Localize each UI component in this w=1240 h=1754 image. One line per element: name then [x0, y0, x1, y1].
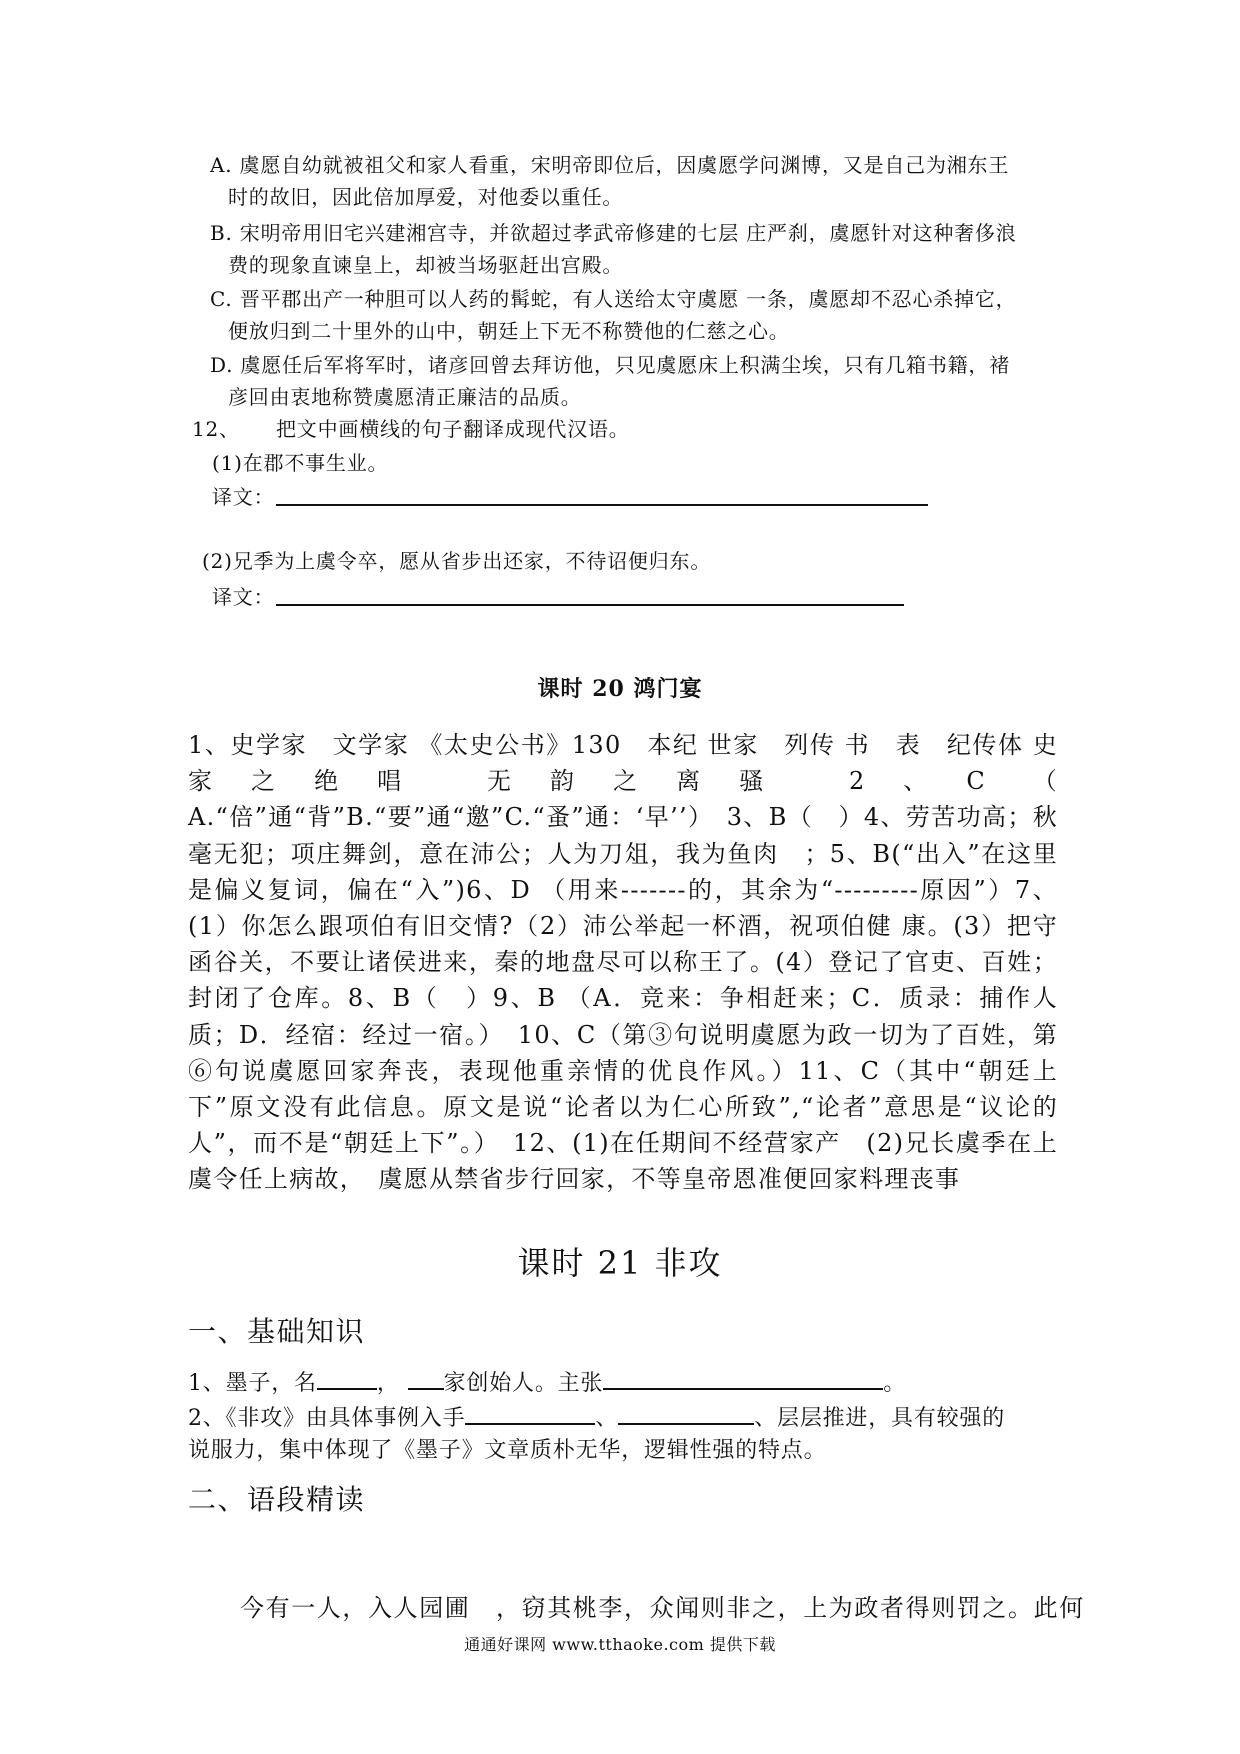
- option-c-line1: C. 晋平郡出产一种胆可以人药的髯蛇，有人送给太守虞愿 一条，虞愿却不忍心杀掉它，: [210, 287, 1017, 311]
- lesson-20-title: 课时 20 鸿门宴: [537, 676, 703, 702]
- question-2-line: [188, 1401, 1005, 1434]
- option-a-line1: A. 虞愿自幼就被祖父和家人看重，宋明帝即位后，因虞愿学问渊博，又是自己为湘东王: [210, 153, 1010, 177]
- blank-method-1[interactable]: [465, 1401, 595, 1425]
- question-2-text-a: 2、《非攻》由具体事例入手: [188, 1406, 466, 1431]
- question-2-text-c: 、层层推进，具有较强的: [754, 1406, 1006, 1431]
- option-d-line1: D. 虞愿任后军将军时，诸彦回曾去拜访他，只见虞愿床上积满尘埃，只有几箱书籍，褚: [210, 353, 1011, 377]
- blank-method-2[interactable]: [618, 1401, 754, 1425]
- question-1-text-a: 1、墨子，名: [188, 1371, 317, 1396]
- section-basic-knowledge: 一、基础知识: [188, 1315, 366, 1348]
- sentence-2: (2)兄季为上虞令卒，愿从省步出还家，不待诏便归东。: [202, 549, 712, 573]
- question-12-number: 12、: [192, 417, 240, 441]
- question-2-text-b: 、: [595, 1406, 619, 1431]
- translation-blank-1[interactable]: [276, 504, 928, 506]
- blank-doctrine[interactable]: [603, 1366, 883, 1390]
- question-1-text-b: ，: [376, 1371, 400, 1396]
- lesson-20-answers: 1、史学家 文学家 《太史公书》130 本纪 世家 列传 书 表 纪传体 史家之绝唱 无韵之离骚 2、C （ A.“倍”通“背”B.“要”通“邀”C.“蚤”通：‘早’’） 3、B（ ）4、劳苦功高；秋毫无犯；项庄舞剑，意在沛公；人为刀俎，我为鱼肉 ；5、B(“出入”在这里是偏义复词，偏在“入”)6、D （用来-------的，其余为“---------原因”）7、(1）你怎么跟项伯有旧交情?（2）沛公举起一杯酒，祝项伯健 康。(3）把守函谷关，不要让诸侯进来，秦的地盘尽可以称王了。(4）登记了官吏、百姓；封闭了仓库。8、B（ ）9、B （A．竞来：争相赶来；C．质录：捕作人质；D．经宿：经过一宿。） 10、C（第③句说明虞愿为政一切为了百姓，第⑥句说虞愿回家奔丧，表现他重亲情的优良作风。）11、C（其中“朝廷上下”原文没有此信息。原文是说“论者以为仁心所致”,“论者”意思是“议论的人”，而不是“朝廷上下”。） 12、(1)在任期间不经营家产 (2)兄长虞季在上虞令任上病故， 虞愿从禁省步行回家，不等皇帝恩准便回家料理丧事: [188, 731, 1084, 1194]
- translation-blank-2[interactable]: [276, 604, 904, 606]
- question-12-prompt: 把文中画横线的句子翻译成现代汉语。: [276, 417, 630, 441]
- page-footer: 通通好课网 www.tthaoke.com 提供下载: [464, 1635, 776, 1654]
- question-2-continued: 说服力，集中体现了《墨子》文章质朴无华，逻辑性强的特点。: [188, 1438, 827, 1463]
- question-1-line: [188, 1366, 906, 1399]
- question-1-text-c: 家创始人。主张: [443, 1371, 604, 1396]
- reading-passage: 今有一人，入人园圃 ，窃其桃李，众闻则非之，上为政者得则罚之。此何: [240, 1594, 1085, 1622]
- section-passage-reading: 二、语段精读: [188, 1483, 366, 1516]
- translation-label-2: 译文：: [212, 585, 275, 609]
- option-d-line2: 彦回由衷地称赞虞愿清正廉洁的品质。: [228, 385, 582, 409]
- sentence-1: (1)在郡不事生业。: [212, 451, 389, 475]
- blank-name[interactable]: [317, 1366, 377, 1390]
- option-c-line2: 便放归到二十里外的山中，朝廷上下无不称赞他的仁慈之心。: [228, 319, 790, 343]
- blank-school[interactable]: [408, 1366, 444, 1390]
- option-b-line1: B. 宋明帝用旧宅兴建湘宫寺，并欲超过孝武帝修建的七层 庄严刹，虞愿针对这种奢侈浪: [210, 221, 1017, 245]
- option-b-line2: 费的现象直谏皇上，却被当场驱赶出宫殿。: [228, 253, 624, 277]
- option-a-line2: 时的故旧，因此倍加厚爱，对他委以重任。: [228, 185, 624, 209]
- lesson-21-title: 课时 21 非攻: [517, 1244, 723, 1282]
- question-1-text-d: 。: [883, 1371, 907, 1396]
- translation-label-1: 译文：: [212, 485, 275, 509]
